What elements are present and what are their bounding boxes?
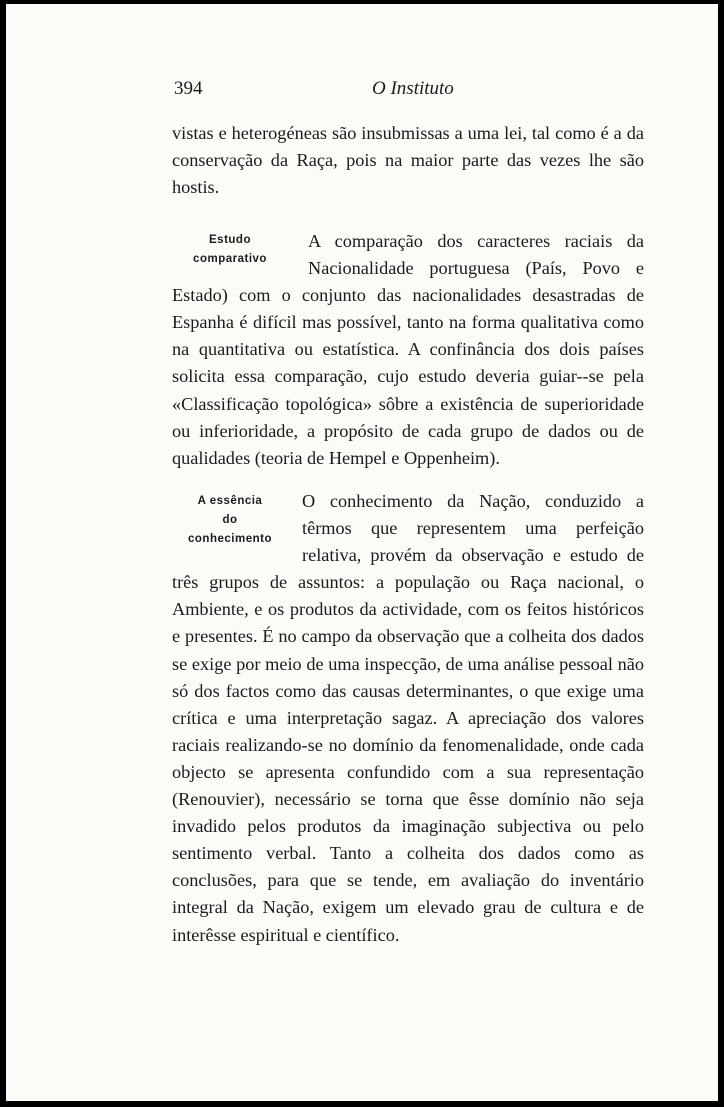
paragraph-1-text: vistas e heterogéneas são insubmissas a uma lei, tal como é a da conservação da Raça, pois na maior parte das vezes lhe são hostis. (172, 123, 644, 198)
page (6, 4, 718, 1101)
marginal-heading-line: A essência (197, 495, 263, 507)
page-number: 394 (174, 78, 203, 99)
marginal-heading-line: comparativo (193, 253, 267, 265)
section-essencia-conhecimento (172, 488, 644, 949)
marginal-heading-line: do (222, 514, 238, 526)
paragraph-2-text: A comparação dos caracteres raciais da Nacionalidade portuguesa (País, Povo e Estado) com o conjunto das nacionalidades desastradas de Espanha é difícil mas possível, tanto na forma qualitativa como na quantitativa ou estatística. A confinância dos dois países solicita essa comparação, cujo estudo deveria guiar--se pela «Classificação topológica» sôbre a existência de superioridade ou inferioridade, a propósito de cada grupo de dados ou de qualidades (teoria de Hempel e Oppenheim). (172, 231, 644, 468)
paragraph-3-text: O conhecimento da Nação, conduzido a têrmos que representem uma perfeição relativa, provém da observação e estudo de três grupos de assuntos: a população ou Raça nacional, o Ambiente, e os produtos da actividade, com os feitos históricos e presentes. É no campo da observação que a colheita dos dados se exige por meio de uma inspecção, de uma análise pessoal não só dos factos como das causas determinantes, o que exige uma crítica e uma interpretação sagaz. A apreciação dos valores raciais realizando-se no domínio da fenomenalidade, onde cada objecto se apresenta confundido com a sua representação (Renouvier), necessário se torna que êsse domínio não seja invadido pelos produtos da imaginação subjectiva ou pelo sentimento verbal. Tanto a colheita dos dados como as conclusões, para que se tende, em avaliação do inventário integral da Nação, exigem um elevado grau de cultura e de interêsse espiritual e científico. (172, 491, 644, 945)
marginal-heading (172, 488, 288, 569)
running-header (6, 78, 718, 108)
marginal-heading (172, 228, 288, 281)
paragraph-1 (172, 120, 644, 201)
running-title: O Instituto (372, 78, 454, 99)
section-estudo-comparativo (172, 228, 644, 472)
marginal-heading-line: Estudo (209, 234, 251, 246)
marginal-heading-line: conhecimento (188, 533, 272, 545)
